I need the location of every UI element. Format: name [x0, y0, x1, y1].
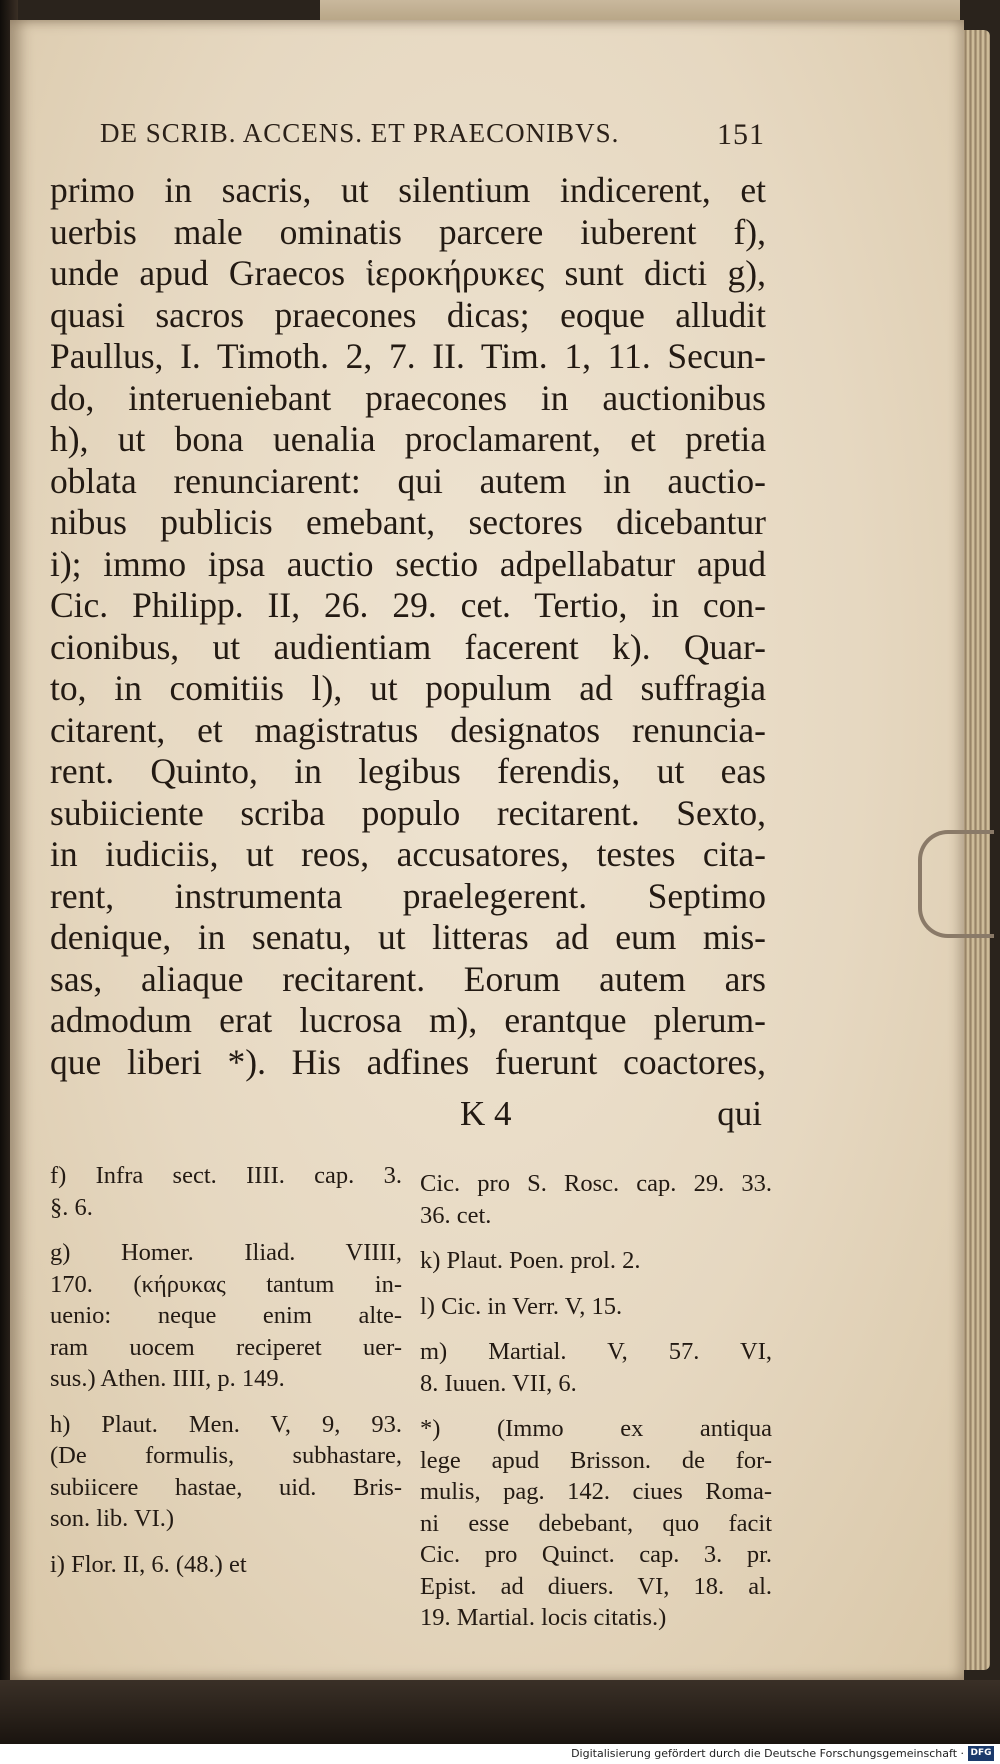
footnotes-left-column [50, 1160, 402, 1594]
footnote-gap [50, 1580, 402, 1594]
footnote [50, 1549, 402, 1581]
footnotes-right-column [420, 1168, 772, 1648]
text-line: sas, aliaque recitarent. Eorum autem ars [50, 958, 766, 999]
footnote-line: k) Plaut. Poen. prol. 2. [420, 1247, 641, 1274]
text-line: h), ut bona uenalia proclamarent, et pretia [50, 419, 766, 459]
footnote-gap [50, 1223, 402, 1237]
footnote-line: 170. (κήρυκας tantum in- [50, 1270, 402, 1298]
text-line: admodum erat lucrosa m), erantque plerum- [50, 1000, 766, 1040]
footnote-gap [420, 1322, 772, 1336]
footnote-line: ram uocem reciperet uer- [50, 1333, 402, 1361]
footnote [420, 1245, 772, 1277]
text-line: Paullus, I. Timoth. 2, 7. II. Tim. 1, 11. Secun- [50, 336, 766, 376]
footnote-line: uenio: neque enim alte- [50, 1302, 402, 1329]
footnote-line: mulis, pag. 142. ciues Roma- [420, 1478, 772, 1505]
digitization-footer [0, 1744, 1000, 1764]
text-line: primo in sacris, ut silentium indicerent, et [50, 170, 766, 210]
text-line: Cic. Philipp. II, 26. 29. cet. Tertio, in con- [50, 585, 766, 625]
funding-credit: Digitalisierung gefördert durch die Deutsche Forschungsgemeinschaft · [571, 1747, 964, 1760]
text-line: rent, instrumenta praelegerent. Septimo [50, 875, 766, 916]
footnote-line: 36. cet. [420, 1201, 492, 1229]
text-line: i); immo ipsa auctio sectio adpellabatur apud [50, 543, 766, 584]
footnote-line: 8. Iuuen. VII, 6. [420, 1369, 577, 1397]
footnote-gap [50, 1395, 402, 1409]
footnote-line: Cic. pro Quinct. cap. 3. pr. [420, 1541, 772, 1568]
catchword: qui [717, 1094, 762, 1133]
footnote-line: son. lib. VI.) [50, 1505, 175, 1532]
footnote [420, 1168, 772, 1231]
footnote-line: sus.) Athen. IIII, p. 149. [50, 1365, 285, 1392]
footnote-line: m) Martial. V, 57. VI, [420, 1338, 772, 1365]
footnote-line: subiicere hastae, uid. Bris- [50, 1473, 402, 1501]
signature-mark: K 4 [460, 1094, 512, 1133]
text-line: rent. Quinto, in legibus ferendis, ut eas [50, 751, 766, 791]
footnote [50, 1409, 402, 1535]
footnote-gap [420, 1399, 772, 1413]
text-line: do, interueniebant praecones in auctionibus [50, 377, 766, 418]
text-line: oblata renunciarent: qui autem in auctio- [50, 460, 766, 501]
text-line: cionibus, ut audientiam facerent k). Quar- [50, 626, 766, 667]
text-line: quasi sacros praecones dicas; eoque alludit [50, 294, 766, 335]
text-line: citarent, et magistratus designatos renuncia- [50, 709, 766, 750]
footnote [420, 1336, 772, 1399]
bookmark-clip [918, 830, 994, 938]
text-line: uerbis male ominatis parcere iuberent f), [50, 211, 766, 252]
footnote-line: 19. Martial. locis citatis.) [420, 1604, 667, 1631]
footnote-line: f) Infra sect. IIII. cap. 3. [50, 1162, 402, 1189]
dfg-logo-icon: DFG [968, 1746, 994, 1761]
footnote-gap [420, 1277, 772, 1291]
footnote-line: ni esse debebant, quo facit [420, 1509, 772, 1537]
footnote-gap [50, 1535, 402, 1549]
footnote-line: (De formulis, subhastare, [50, 1442, 402, 1469]
footnote-gap [420, 1231, 772, 1245]
text-line: to, in comitiis l), ut populum ad suffragia [50, 668, 766, 708]
footnote-line: l) Cic. in Verr. V, 15. [420, 1292, 623, 1320]
footnote-line: g) Homer. Iliad. VIIII, [50, 1239, 402, 1266]
running-title: DE SCRIB. ACCENS. ET PRAECONIBVS. [100, 118, 620, 148]
running-header [100, 118, 765, 149]
page-number: 151 [717, 118, 765, 151]
footnote-line: *) (Immo ex antiqua [420, 1415, 772, 1442]
footnote-line: Cic. pro S. Rosc. cap. 29. 33. [420, 1170, 772, 1197]
scan-bottom-margin [0, 1680, 1000, 1744]
footnote-line: i) Flor. II, 6. (48.) et [50, 1550, 247, 1578]
footnote [50, 1237, 402, 1395]
footnote [420, 1413, 772, 1634]
footnote [50, 1160, 402, 1223]
main-text-block [50, 170, 766, 1083]
footnote-gap [420, 1634, 772, 1648]
text-line: subiiciente scriba populo recitarent. Sexto, [50, 792, 766, 833]
text-line: denique, in senatu, ut litteras ad eum mis- [50, 917, 766, 957]
text-line: nibus publicis emebant, sectores dicebantur [50, 502, 766, 542]
text-line: unde apud Graecos ἱεροκήρυκες sunt dicti g), [50, 253, 766, 293]
text-line: in iudiciis, ut reos, accusatores, testes cita- [50, 834, 766, 874]
footnote [420, 1291, 772, 1323]
footnote-line: §. 6. [50, 1193, 93, 1221]
footnote-line: lege apud Brisson. de for- [420, 1446, 772, 1474]
text-line: que liberi *). His adfines fuerunt coactores, [50, 1041, 766, 1082]
footnote-line: Epist. ad diuers. VI, 18. al. [420, 1572, 772, 1600]
footnote-line: h) Plaut. Men. V, 9, 93. [50, 1410, 402, 1438]
